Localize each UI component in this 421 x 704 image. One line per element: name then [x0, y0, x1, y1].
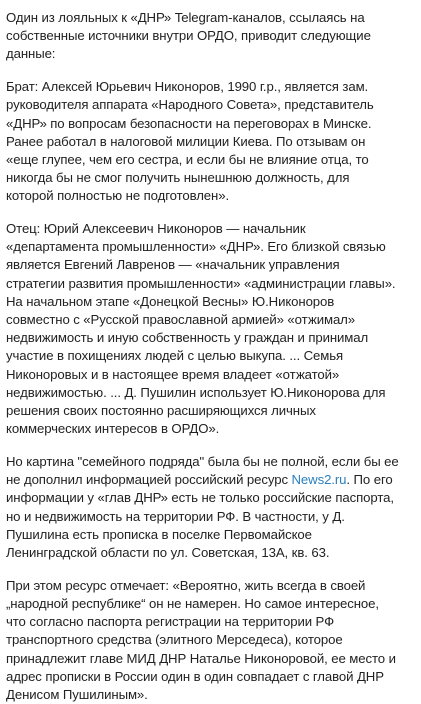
paragraph-text-before-link: Но картина "семейного подряда" была бы не полной, если бы ее не дополнил информацией российский ресурс: [6, 453, 399, 488]
brother-paragraph: Брат: Алексей Юрьевич Никоноров, 1990 г.р., является зам. руководителя аппарата «Народного Совета», представитель «ДНР» по вопросам безопасности на переговорах в Минске. Ранее работал в налоговой милиции Киева. По отзывам он «еще глупее, чем его сестра, и если бы не влияние отца, то никогда бы не смог получить нынешнюю должность, для которой полностью не подготовлен».: [6, 79, 374, 204]
father-paragraph: Отец: Юрий Алексеевич Никоноров — начальник «департамента промышленности» «ДНР». Его близкой связью является Евгений Лавренов — «начальник управления стратегии развития промышленности» «администрации главы». На начальном этапе «Донецкой Весны» Ю.Никоноров совместно с «Русской православной армией» «отжимал» недвижимость и иную собственность у граждан и принимал участие в похищениях людей с целью выкупа. ... Семья Никоноровых и в настоящее время владеет «отжатой» недвижимостью. ... Д. Пушилин использует Ю.Никонорова для решения своих постоянно расширяющихся личных коммерческих интересов в ОРДО».: [6, 221, 396, 437]
news2-link[interactable]: News2.ru: [291, 472, 347, 488]
family-contract-paragraph: [6, 453, 415, 562]
intro-paragraph: Один из лояльных к «ДНР» Telegram-каналов, ссылаясь на собственные источники внутри ОРДО, приводит следующие данные:: [6, 10, 371, 62]
resource-quote-paragraph: При этом ресурс отмечает: «Вероятно, жить всегда в своей „народной республике“ он не намерен. Но самое интересное, что согласно паспорта регистрации на территории РФ транспортного средства (элитного Мерседеса), которое принадлежит главе МИД ДНР Наталье Никоноровой, ее место и адрес прописки в России один в один совпадает с главой ДНР Денисом Пушилиным».: [6, 577, 396, 702]
paragraph-text-after-link: . По его информации у «глав ДНР» есть не только российские паспорта, но и недвижимость на территории РФ. В частности, у Д. Пушилина есть прописка в поселке Первомайское Ленинградской области по ул. Советская, 13А, кв. 63.: [6, 472, 394, 560]
